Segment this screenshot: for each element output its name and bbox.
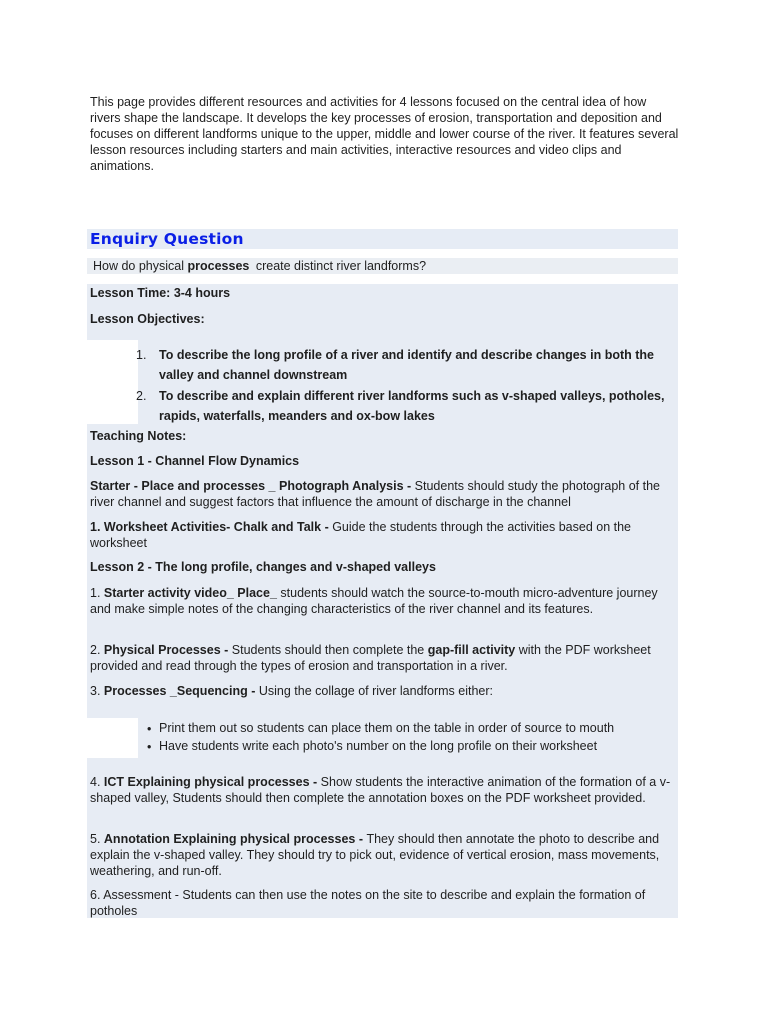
intro-paragraph: This page provides different resources and activities for 4 lessons focused on the central idea of how rivers shape the landscape. It develops the key processes of erosion, transportation and deposition and focuses on different landforms unique to the upper, middle and lower course of the river. It features several lesson resources including starters and main activities, interactive resources and video clips and animations. bbox=[90, 95, 679, 173]
objectives-title: Lesson Objectives: bbox=[90, 312, 205, 326]
worksheet1-text: Guide the students through the activities based on the worksheet bbox=[90, 520, 632, 550]
worksheet1-paragraph bbox=[90, 519, 680, 551]
starter1-text: Students should study the photograph of the river channel and suggest factors that influence the amount of discharge in the channel bbox=[90, 479, 660, 509]
item2-paragraph bbox=[90, 642, 680, 674]
bullets-indent-gap bbox=[87, 718, 138, 758]
item2-text2: with the PDF worksheet provided and read through the types of erosion and transportation in a river. bbox=[90, 643, 651, 673]
question-text bbox=[87, 259, 426, 273]
item2-bold2: gap-fill activity bbox=[427, 643, 516, 657]
lesson1-title: Lesson 1 - Channel Flow Dynamics bbox=[90, 454, 300, 468]
item3-number: 3. bbox=[90, 684, 104, 698]
starter1-bold: Starter - Place and processes _ Photograph Analysis - bbox=[90, 479, 415, 493]
item5-paragraph bbox=[90, 831, 680, 879]
teaching-notes-title: Teaching Notes: bbox=[90, 429, 187, 443]
item3-paragraph bbox=[90, 683, 680, 699]
item5-number: 5. bbox=[90, 832, 104, 846]
item1-text: students should watch the source-to-mouth micro-adventure journey and make simple notes of the changing characteristics of the river channel and its features. bbox=[90, 586, 658, 616]
item3-text: Using the collage of river landforms either: bbox=[258, 684, 493, 698]
objective-number: 2. bbox=[136, 389, 147, 403]
item1-number: 1. bbox=[90, 586, 104, 600]
bullet-item: Have students write each photo's number on the long profile on their worksheet bbox=[159, 739, 598, 753]
enquiry-question bbox=[87, 258, 678, 274]
objective-item: To describe and explain different river landforms such as v-shaped valleys, potholes, rapids, waterfalls, meanders and ox-bow lakes bbox=[159, 389, 665, 423]
item1-paragraph bbox=[90, 585, 678, 617]
lesson2-title: Lesson 2 - The long profile, changes and v-shaped valleys bbox=[90, 560, 436, 574]
item6-paragraph: 6. Assessment - Students can then use the notes on the site to describe and explain the formation of potholes bbox=[90, 888, 646, 918]
objective-item: To describe the long profile of a river and identify and describe changes in both the valley and channel downstream bbox=[159, 348, 654, 382]
question-bold: processes bbox=[187, 259, 250, 273]
item4-text: Show students the interactive animation of the formation of a v-shaped valley, Students should then complete the annotation boxes on the PDF worksheet provided. bbox=[90, 775, 671, 805]
item4-bold: ICT Explaining physical processes - bbox=[103, 775, 321, 789]
item1-bold: Starter activity video_ Place_ bbox=[103, 586, 277, 600]
item4-paragraph bbox=[90, 774, 680, 806]
question-pre: How do physical bbox=[93, 259, 188, 273]
enquiry-heading-bar bbox=[87, 229, 678, 249]
objectives-indent-gap bbox=[87, 340, 138, 424]
item4-number: 4. bbox=[90, 775, 104, 789]
objective-number: 1. bbox=[136, 348, 147, 362]
item3-bold: Processes _Sequencing - bbox=[103, 684, 259, 698]
item2-bold: Physical Processes - bbox=[103, 643, 232, 657]
bullet-dot: • bbox=[147, 722, 152, 736]
bullet-item: Print them out so students can place them on the table in order of source to mouth bbox=[159, 721, 615, 735]
bullet-dot: • bbox=[147, 740, 152, 754]
starter1-paragraph bbox=[90, 478, 680, 510]
enquiry-heading: Enquiry Question bbox=[90, 230, 244, 248]
item5-text: They should then annotate the photo to describe and explain the v-shaped valley. They should try to pick out, evidence of vertical erosion, mass movements, weathering, and run-off. bbox=[90, 832, 660, 878]
item2-number: 2. bbox=[90, 643, 104, 657]
item2-text1: Students should then complete the bbox=[231, 643, 428, 657]
item5-bold: Annotation Explaining physical processes - bbox=[103, 832, 367, 846]
question-post: create distinct river landforms? bbox=[252, 259, 427, 273]
worksheet1-bold: 1. Worksheet Activities- Chalk and Talk - bbox=[90, 520, 333, 534]
lesson-time: Lesson Time: 3-4 hours bbox=[90, 286, 231, 300]
